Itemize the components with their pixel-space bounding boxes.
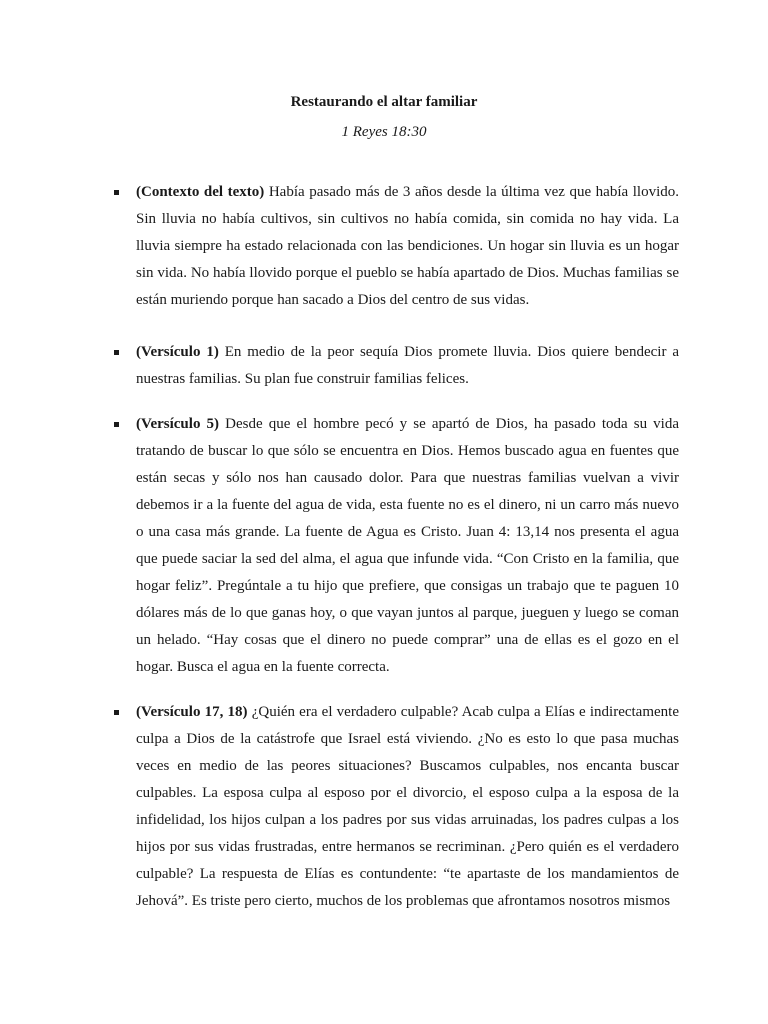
item-text: Había pasado más de 3 años desde la última vez que había llovido. Sin lluvia no había cultivos, sin cultivos no había comida, sin comida no hay vida. La lluvia siempre ha estado relacionada con las bendiciones. Un hogar sin lluvia es un hogar sin vida. No había llovido porque el pueblo se había apartado de Dios. Muchas familias se están muriendo porque han sacado a Dios del centro de sus vidas.: [136, 184, 679, 308]
square-bullet-icon: [114, 422, 119, 427]
item-label: (Versículo 5): [136, 416, 220, 432]
item-text: ¿Quién era el verdadero culpable? Acab culpa a Elías e indirectamente culpa a Dios de la catástrofe que Israel está viviendo. ¿No es esto lo que pasa muchas veces en medio de las peores situaciones? Buscamos culpables, nos encanta buscar culpables. La esposa culpa al esposo por el divorcio, el esposo culpa a la esposa de la infidelidad, los hijos culpan a los padres por sus vidas arruinadas, los padres culpas a los hijos por sus vidas frustradas, entre hermanos se recriminan. ¿Pero quién es el verdadero culpable? La respuesta de Elías es contundente: “te apartaste de los mandamientos de Jehová”. Es triste pero cierto, muchos de los problemas que afrontamos nosotros mismos: [136, 704, 679, 909]
list-item: [0, 699, 768, 915]
bullet-list: [0, 179, 768, 933]
item-label: (Versículo 1): [136, 344, 219, 360]
list-item: [0, 411, 768, 681]
document-subtitle: 1 Reyes 18:30: [341, 124, 427, 140]
list-item: [0, 339, 768, 393]
square-bullet-icon: [114, 710, 119, 715]
square-bullet-icon: [114, 350, 119, 355]
item-label: (Contexto del texto): [136, 184, 265, 200]
document-title: Restaurando el altar familiar: [290, 94, 478, 110]
item-text: Desde que el hombre pecó y se apartó de Dios, ha pasado toda su vida tratando de buscar lo que sólo se encuentra en Dios. Hemos buscado agua en fuentes que están secas y sólo nos han causado dolor. Para que nuestras familias vuelvan a vivir debemos ir a la fuente del agua de vida, esta fuente no es el dinero, ni un carro más nuevo o una casa más grande. La fuente de Agua es Cristo. Juan 4: 13,14 nos presenta el agua que puede saciar la sed del alma, el agua que infunde vida. “Con Cristo en la familia, que hogar feliz”. Pregúntale a tu hijo que prefiere, que consigas un trabajo que te paguen 10 dólares más de lo que ganas hoy, o que vayan juntos al parque, jueguen y luego se coman un helado. “Hay cosas que el dinero no puede comprar” una de ellas es el gozo en el hogar. Busca el agua en la fuente correcta.: [136, 416, 679, 675]
list-item: [0, 179, 768, 314]
square-bullet-icon: [114, 190, 119, 195]
item-label: (Versículo 17, 18): [136, 704, 248, 720]
item-text: En medio de la peor sequía Dios promete lluvia. Dios quiere bendecir a nuestras familias. Su plan fue construir familias felices.: [136, 344, 679, 387]
